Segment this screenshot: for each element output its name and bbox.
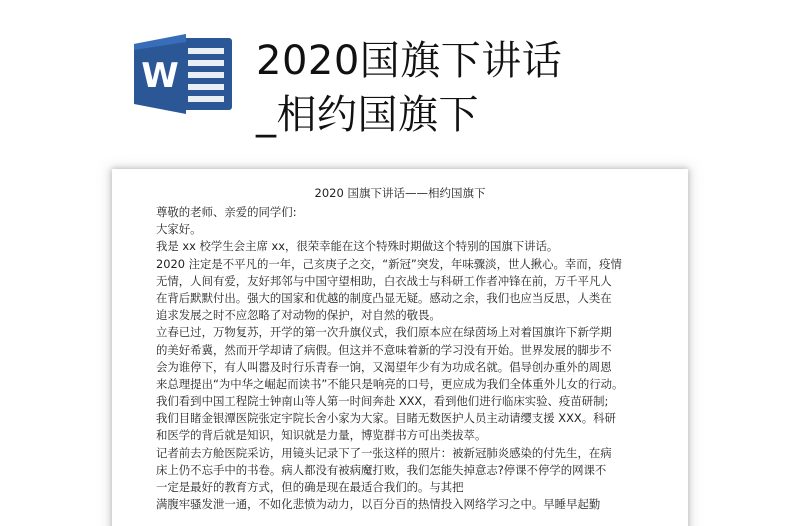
document-line: 一定是最好的教育方式，但的确是现在最适合我们的。与其把 — [156, 480, 464, 494]
document-page — [112, 169, 688, 526]
document-line: 记者前去方舱医院采访，用镜头记录下了一张这样的照片：被新冠肺炎感染的付先生，在病 — [156, 445, 612, 460]
document-line: 尊敬的老师、亲爱的同学们: — [156, 205, 297, 219]
page-title-line-2: _相约国旗下 — [256, 92, 479, 138]
document-line: 我是 xx 校学生会主席 xx，很荣幸能在这个特殊时期做这个特别的国旗下讲话。 — [156, 239, 559, 254]
document-line: 床上仍不忘手中的书卷。病人都没有被病魔打败，我们怎能失掉意志?停课不停学的网课不 — [156, 462, 607, 477]
document-line: 在背后默默付出。强大的国家和优越的制度凸显无疑。感动之余，我们也应当反思，人类在 — [156, 290, 612, 305]
page-title — [256, 34, 776, 142]
document-line: 满腹牢骚发泄一通，不如化悲愤为动力，以百分百的热情投入网络学习之中。早睡早起勤 — [156, 497, 601, 512]
document-line: 2020 注定是不平凡的一年，己亥庚子之交，“新冠”突发，年味骤淡，世人揪心。幸而，疫情 — [156, 256, 622, 271]
document-line: 我们看到中国工程院士钟南山等人第一时间奔赴 XXX，看到他们进行临床实验、疫苗研制; — [156, 394, 609, 409]
page-title-line-1: 2020国旗下讲话 — [256, 38, 563, 84]
document-line: 和医学的背后就是知识，知识就是力量，博览群书方可出类拔萃。 — [156, 428, 487, 443]
word-icon — [128, 32, 236, 116]
word-logo-letter: W — [141, 56, 179, 96]
document-line: 的美好希冀，然而开学却请了病假。但这并不意味着新的学习没有开始。世界发展的脚步不 — [156, 342, 612, 357]
document-heading: 2020 国旗下讲话——相约国旗下 — [314, 186, 486, 200]
document-line: 追求发展之时不应忽略了对动物的保护，对自然的敬畏。 — [156, 308, 441, 323]
document-line: 来总理提出“为中华之崛起而读书”不能只是响亮的口号，更应成为我们全体重外儿女的行动。 — [156, 376, 624, 391]
document-line: 会为谁停下，有人叫嚣及时行乐青春一饷，又渴望年少有为功成名就。倡导创办重外的周恩 — [156, 359, 612, 374]
document-line: 大家好。 — [156, 222, 202, 237]
document-line: 立春已过，万物复苏，开学的第一次升旗仪式，我们原本应在绿茵场上对着国旗许下新学期 — [156, 325, 612, 340]
document-body — [156, 204, 646, 513]
document-line: 我们目睹金银潭医院张定宇院长舍小家为大家。目睹无数医护人员主动请缨支援 XXX。科研 — [156, 411, 616, 426]
document-line: 无情，人间有爱，友好邦邻与中国守望相助，白衣战士与科研工作者冲锋在前，万千平凡人 — [156, 273, 612, 288]
